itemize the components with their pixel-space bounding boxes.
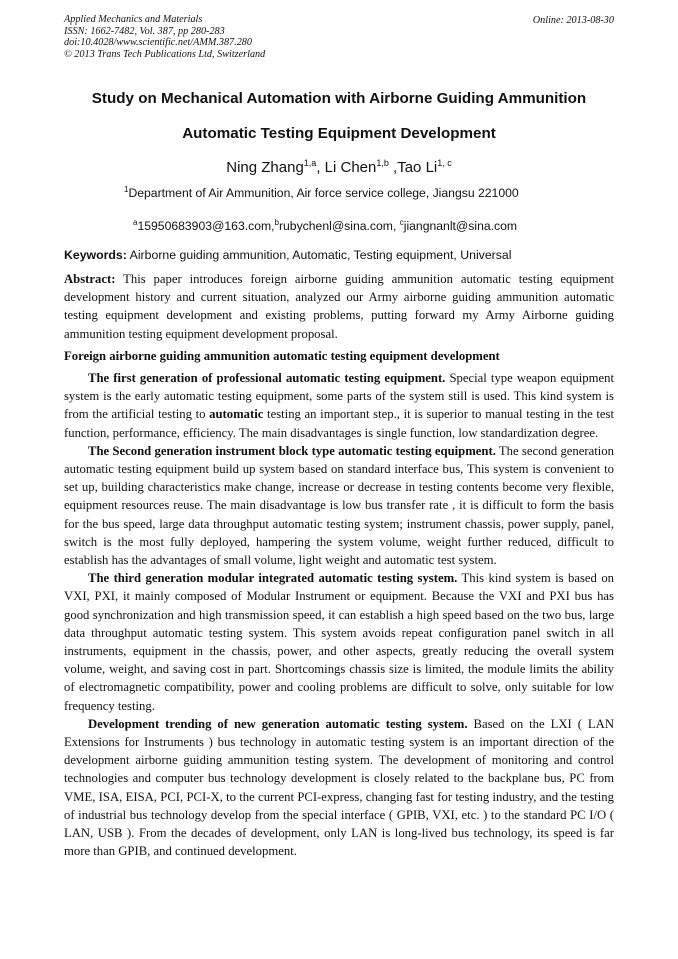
author-sup: 1,a (303, 158, 317, 168)
journal-issn: ISSN: 1662-7482, Vol. 387, pp 280-283 (64, 25, 225, 37)
paragraph-lead: The first generation of professional automatic testing equipment. (88, 371, 446, 386)
paragraph-first-generation (64, 369, 614, 442)
email-list (133, 218, 517, 233)
paper-title-line-2: Automatic Testing Equipment Development (182, 125, 496, 142)
paragraph-text: Based on the LXI ( LAN Extensions for Instruments ) bus technology in automatic testing system is an important direction of the development airborne guiding ammunition testing system. The development of monitoring and control technologies and computer bus technology development is closely related to the backplane bus, PC from VME, ISA, EISA, PCI, PCI-X, to the current PCI-express, changing fast for testing industry, and the testing of industrial bus technology develop from the special interface ( GPIB, VXI, etc. ) to the standard PC I/O ( LAN, USB ). From the decades of development, only LAN is long-lived bus technology, its speed is far more than GPIB, and continued development. (64, 716, 614, 859)
keywords (64, 248, 512, 262)
author-name: Tao Li (397, 159, 438, 176)
paragraph-text: Special type weapon equipment system is the early automatic testing equipment, some parts of the system still is used. This kind system is from the artificial testing to (64, 371, 615, 422)
emphasis-word: automatic (209, 407, 264, 422)
paragraph-text: testing an important step., it is superior to manual testing in the test function, performance, efficiency. The main disadvantages is single function, low standardization degree. (64, 407, 614, 440)
email-link[interactable]: 15950683903@163.com, (137, 219, 275, 234)
abstract-label: Abstract: (64, 272, 116, 286)
email-sup: a (133, 218, 138, 227)
paragraph-third-generation (64, 569, 614, 715)
journal-name: Applied Mechanics and Materials (64, 14, 203, 25)
email-link[interactable]: rubychenl@sina.com, (278, 219, 397, 234)
journal-doi[interactable]: doi:10.4028/www.scientific.net/AMM.387.280 (64, 37, 252, 49)
email-sup: c (399, 218, 404, 227)
online-date: Online: 2013-08-30 (532, 15, 614, 26)
email-link[interactable]: jiangnanlt@sina.com (403, 219, 518, 234)
affiliation-text: Department of Air Ammunition, Air force service college, Jiangsu 221000 (128, 186, 519, 201)
paper-title-line-1: Study on Mechanical Automation with Airborne Guiding Ammunition (91, 90, 587, 107)
email-sup: b (274, 218, 279, 227)
paper-body (64, 270, 614, 861)
author-list: Ning Zhang$^{1,a}$, Li Chen$^{1,b}$ ,Tao Li$^{1, c}$ (226, 158, 452, 176)
paragraph-lead: The third generation modular integrated automatic testing system. (88, 571, 458, 586)
paragraph-lead: The Second generation instrument block type automatic testing equipment. (88, 443, 496, 458)
paragraph-text: This kind system is based on VXI, PXI, it mainly composed of Modular Instrument or equipment. Because the VXI and PXI bus has good synchronization and high transmission speed, it can establish a high speed based on the two bus, large data throughput automatic testing system. This system avoids repeat configuration panel switch in all instruments, equipment in the chassis, power, and other aspects, greatly reducing the overall system volume, weight, and saving cost in part. Shortcomings chassis size is limited, the module limits the ability of electromagnetic compatibility, power and cooling problems are difficult to solve, only suitable for low frequency testing. (64, 571, 615, 713)
author-sup: 1,b (376, 158, 389, 168)
paragraph-lead: Development trending of new generation automatic testing system. (88, 716, 468, 731)
affiliation (124, 185, 519, 200)
author-name: Li Chen (324, 159, 377, 176)
keywords-label: Keywords: (64, 248, 127, 262)
journal-header (64, 14, 265, 60)
abstract (64, 270, 614, 343)
author-name: Ning Zhang (226, 159, 304, 176)
paragraph-development-trending (64, 715, 614, 861)
paragraph-text: The second generation automatic testing equipment build up system based on standard interface bus, This system is convenient to set up, building characteristics make change, increase or decrease in testing contents become very flexible, equipment resources reuse. The main disadvantage is low bus transfer rate , it is difficult to form the basis for the bus speed, large data throughput automatic testing system; instrument chassis, power supply, panel, switch is the most fully deployed, hampering the system volume, weight further reduced, difficult to establish has the advantages of small volume, light weight and automatic test system. (64, 443, 614, 568)
keywords-text: Airborne guiding ammunition, Automatic, Testing equipment, Universal (129, 248, 512, 262)
abstract-text: This paper introduces foreign airborne guiding ammunition automatic testing equipment development history and current situation, analyzed our Army airborne guiding ammunition automatic testing equipment development and existing problems, putting forward my Army Airborne guiding ammunition testing equipment development proposal. (64, 272, 614, 341)
affiliation-sup: 1 (124, 185, 129, 194)
author-sup: 1, c (437, 158, 452, 168)
paragraph-second-generation (64, 442, 614, 569)
section-heading: Foreign airborne guiding ammunition automatic testing equipment development (64, 348, 500, 363)
journal-copyright: © 2013 Trans Tech Publications Ltd, Switzerland (64, 48, 266, 60)
